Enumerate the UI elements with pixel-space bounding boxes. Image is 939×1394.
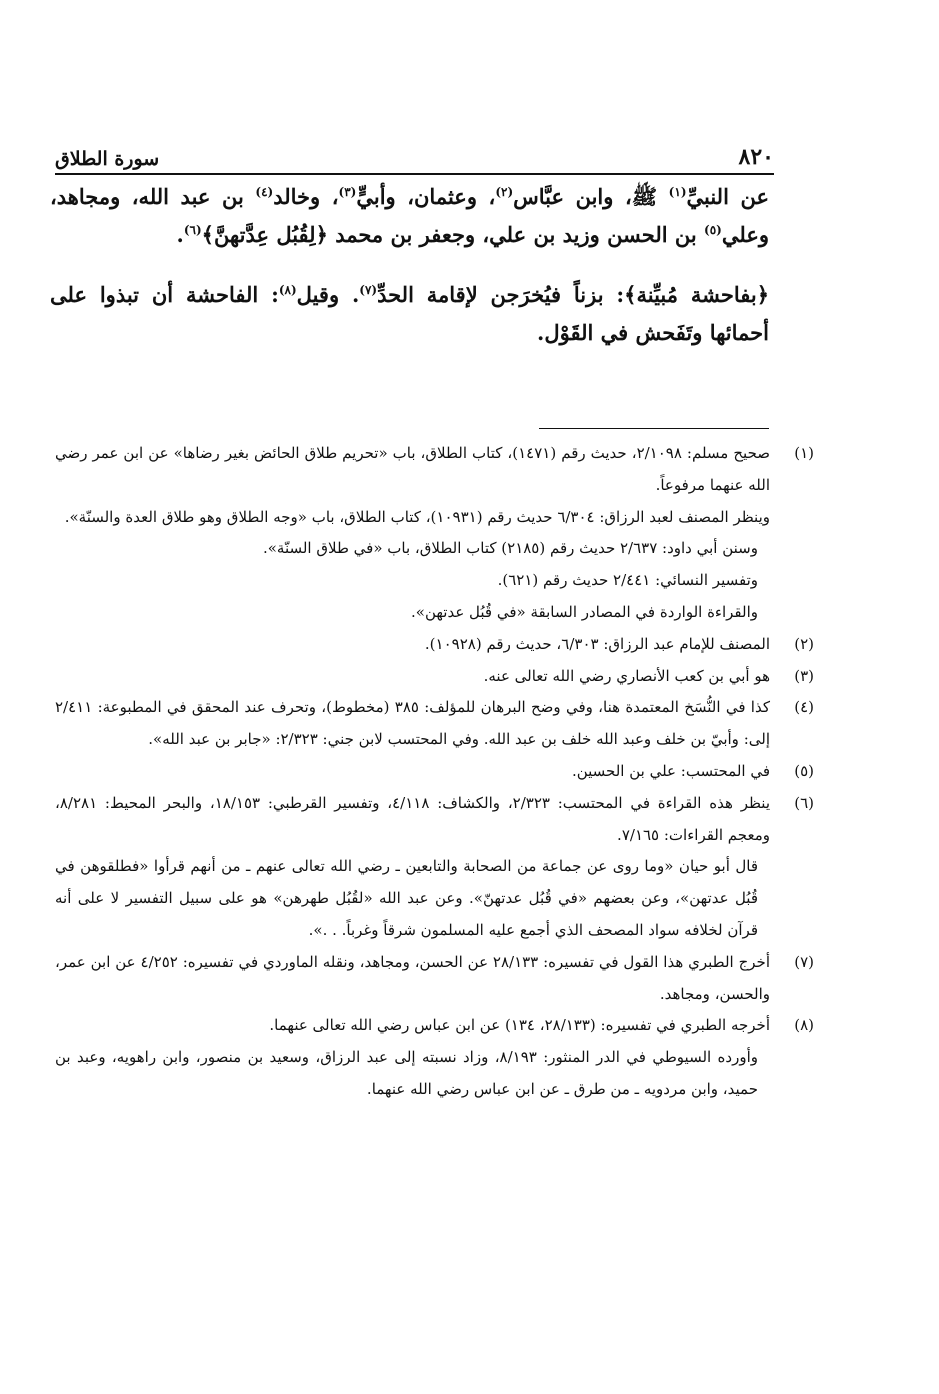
footnote-body <box>55 947 770 1011</box>
footnote-line: هو أبي بن كعب الأنصاري رضي الله تعالى عنه. <box>483 666 770 685</box>
text-run: : الفاحشة أن تبذوا على أحمائها وتَفَحش في القَوْل. <box>50 282 769 345</box>
footnote-ref-8[interactable]: (٨) <box>278 283 297 297</box>
main-text <box>50 178 769 352</box>
footnote-line: ينظر هذه القراءة في المحتسب: ٢/٣٢٣، والكشاف: ٤/١١٨، وتفسير القرطبي: ١٨/١٥٣، والبحر المحيط: ٨/٢٨١، ومعجم القراءات: ٧/١٦٥. <box>55 793 770 844</box>
footnote-number: (٨) <box>794 1016 814 1035</box>
footnote-3 <box>55 661 814 693</box>
page-number: ٨٢٠ <box>738 144 774 170</box>
footnote-2 <box>55 629 814 661</box>
footnote-number: (٧) <box>794 952 814 971</box>
footnote-number: (١) <box>794 444 814 462</box>
footnote-line: في المحتسب: علي بن الحسين. <box>571 761 770 780</box>
footnote-5 <box>55 756 814 788</box>
main-paragraph-1 <box>50 178 769 254</box>
footnote-line: وتفسير النسائي: ٢/٤٤١ حديث رقم (٦٢١). <box>497 571 758 590</box>
footnote-ref-3[interactable]: (٣) <box>338 185 357 199</box>
footnote-line: أخرجه الطبري في تفسيره: (٢٨/١٣٣، ١٣٤) عن ابن عباس رضي الله تعالى عنهما. <box>269 1016 770 1035</box>
text-run: ﴿بفاحشة مُبيِّنة﴾: بزناً فيُخرَجن لإقامة الحدِّ <box>377 282 769 307</box>
footnote-divider <box>539 428 769 429</box>
footnote-line: والقراءة الواردة في المصادر السابقة «في قُبُل عدتهن». <box>411 602 758 621</box>
footnote-line: كذا في النُّسَخ المعتمدة هنا، وفي وضح البرهان للمؤلف: ٣٨٥ (مخطوط)، وتحرف عند المحقق في المطبوعة: ٢/٤١١ إلى: وأبيّ بن خلف وعبد الله خلف بن عبد الله. وفي المحتسب لابن جني: ٢/٣٢٣: «جابر بن عبد الله». <box>55 698 770 749</box>
footnote-ref-1[interactable]: (١) <box>668 185 687 199</box>
text-run: عن النبيِّ <box>686 184 769 209</box>
footnote-line: وسنن أبي داود: ٢/٦٣٧ حديث رقم (٢١٨٥) كتاب الطلاق، باب «في طلاق السنّة». <box>262 539 758 558</box>
footnote-number: (٦) <box>794 793 814 812</box>
footnote-line: صحيح مسلم: ٢/١٠٩٨، حديث رقم (١٤٧١)، كتاب الطلاق، باب «تحريم طلاق الحائض بغير رضاها» عن ابن عمر رضي الله عنهما مرفوعاً. <box>55 444 770 494</box>
footnote-ref-2[interactable]: (٢) <box>495 185 514 199</box>
text-run: ، وعثمان، وأبيٍّ <box>356 184 496 209</box>
text-run: . <box>176 222 184 247</box>
footnote-body <box>55 1010 770 1105</box>
footnote-line: أخرج الطبري هذا القول في تفسيره: ٢٨/١٣٣ عن الحسن، ومجاهد، ونقله الماوردي في تفسيره: ٤/٢٥٢ عن ابن عمر، والحسن، ومجاهد. <box>55 952 770 1003</box>
footnote-body <box>55 661 770 693</box>
footnote-ref-4[interactable]: (٤) <box>255 185 274 199</box>
footnote-number: (٢) <box>794 634 814 653</box>
footnote-number: (٥) <box>794 761 814 780</box>
text-run: ﷺ، وابن عبَّاس <box>513 184 669 209</box>
text-run: بن عبد الله، ومجاهد، وعلي <box>50 184 769 247</box>
footnote-body <box>55 692 770 756</box>
footnote-body <box>55 756 770 788</box>
footnote-ref-7[interactable]: (٧) <box>359 283 378 297</box>
footnote-1 <box>55 438 814 629</box>
footnotes <box>55 438 814 1106</box>
footnote-body <box>55 629 770 661</box>
footnote-ref-5[interactable]: (٥) <box>704 223 722 237</box>
footnote-line: المصنف للإمام عبد الرزاق: ٦/٣٠٣، حديث رقم (١٠٩٢٨). <box>424 634 770 653</box>
footnote-ref-6[interactable]: (٦) <box>183 223 202 237</box>
footnote-line: وأورده السيوطي في الدر المنثور: ٨/١٩٣، وزاد نسبته إلى عبد الرزاق، وسعيد بن منصور، وابن راهويه، وعبد بن حميد، وابن مردويه ـ من طرق ـ عن ابن عباس رضي الله عنهما. <box>55 1048 758 1098</box>
footnote-number: (٣) <box>794 666 814 685</box>
footnote-4 <box>55 692 814 756</box>
header-rule <box>55 173 774 175</box>
text-run: بن الحسن وزيد بن علي، وجعفر بن محمد ﴿لِقُبُل عِدَّتهنَّ﴾ <box>201 222 705 247</box>
footnote-6 <box>55 788 814 947</box>
footnote-line: قال أبو حيان «وما روى عن جماعة من الصحابة والتابعين ـ رضي الله تعالى عنهم ـ من أنهم قرأوا «فطلقوهن في قُبُل عدتهن»، وعن بعضهم «في قُبُل عدتهنّ». وعن عبد الله «لقُبُل طهرهن» هو على سبيل التفسير لا على أنه قرآن لخلافه سواد المصحف الذي أجمع عليه المسلمون شرقاً وغرباً. . .». <box>55 857 759 939</box>
main-paragraph-2 <box>50 276 769 352</box>
footnote-8 <box>55 1010 814 1105</box>
footnote-7 <box>55 947 814 1011</box>
footnote-line: وينظر المصنف لعبد الرزاق: ٦/٣٠٤ حديث رقم (١٠٩٣١)، كتاب الطلاق، باب «وجه الطلاق وهو طلاق العدة والسنّة». <box>64 507 770 526</box>
footnote-number: (٤) <box>794 698 814 717</box>
surah-title: سورة الطلاق <box>55 148 160 170</box>
footnote-body <box>55 788 770 947</box>
page-header <box>55 136 774 170</box>
footnote-body <box>55 438 770 629</box>
text-run: . وقيل <box>296 282 360 307</box>
text-run: ، وخالد <box>273 184 339 209</box>
